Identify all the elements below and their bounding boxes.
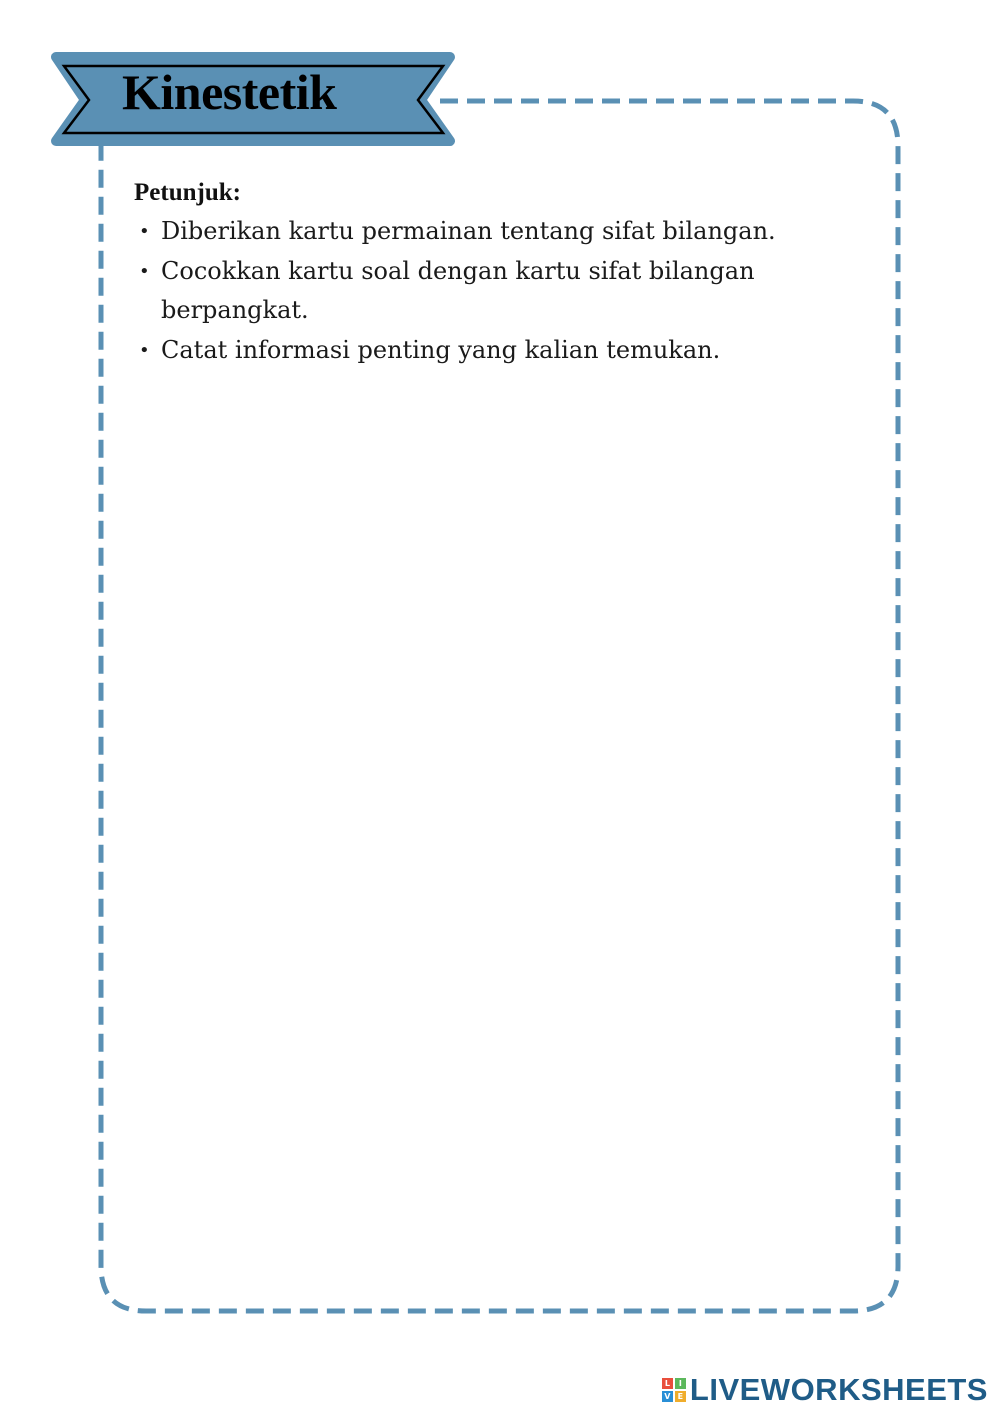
logo-square-v: V xyxy=(662,1391,673,1402)
instructions-heading: Petunjuk: xyxy=(134,179,241,206)
logo-mark-icon xyxy=(662,1378,686,1402)
list-item xyxy=(134,331,834,371)
banner-title: Kinestetik xyxy=(122,64,337,120)
bullet-icon: • xyxy=(139,260,150,282)
logo-square-e: E xyxy=(675,1391,686,1402)
instructions-section xyxy=(134,176,834,370)
bullet-icon: • xyxy=(139,221,150,242)
instructions-list xyxy=(134,212,834,370)
bullet-icon: • xyxy=(139,339,150,361)
logo-text: LIVEWORKSHEETS xyxy=(689,1372,988,1407)
list-item-text: Catat informasi penting yang kalian temukan. xyxy=(161,335,721,364)
list-item xyxy=(134,212,834,252)
list-item-text: Cocokkan kartu soal dengan kartu sifat bilangan berpangkat. xyxy=(161,256,755,324)
liveworksheets-logo[interactable] xyxy=(662,1372,988,1408)
logo-square-l: L xyxy=(662,1378,673,1389)
list-item-text: Diberikan kartu permainan tentang sifat bilangan. xyxy=(161,217,776,245)
list-item xyxy=(134,252,761,331)
logo-square-i: I xyxy=(675,1378,686,1389)
